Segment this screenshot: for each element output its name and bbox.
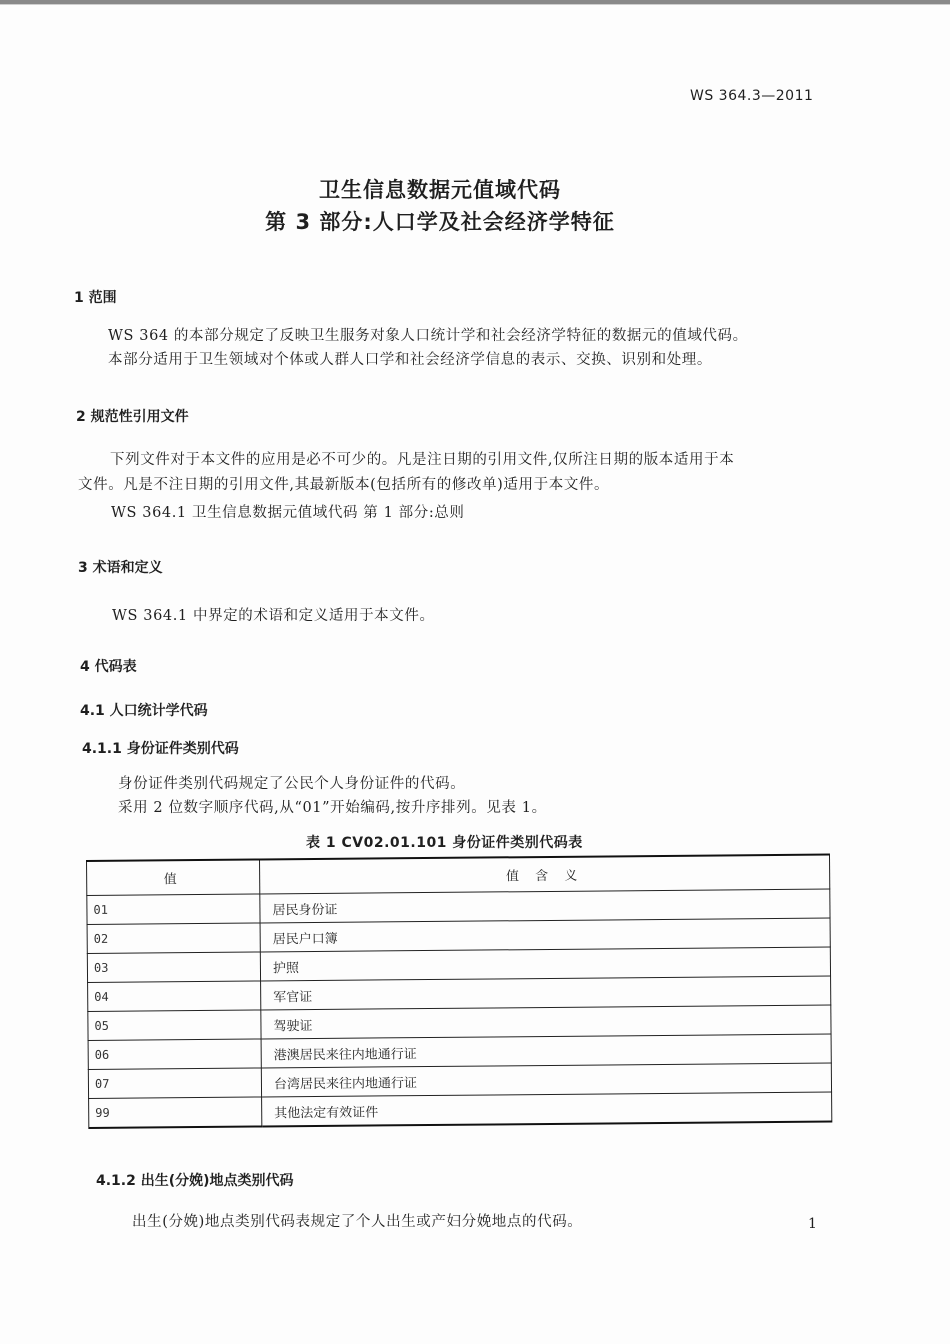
- code-meaning: 港澳居民来往内地通行证: [261, 1034, 831, 1068]
- code-meaning: 驾驶证: [261, 1005, 831, 1039]
- code-value: 99: [89, 1097, 262, 1128]
- section-1-paragraph-1: WS 364 的本部分规定了反映卫生服务对象人口统计学和社会经济学特征的数据元的值域代码。: [108, 328, 748, 344]
- page-number: 1: [808, 1216, 817, 1232]
- section-4-1-2-paragraph: 出生(分娩)地点类别代码表规定了个人出生或产妇分娩地点的代码。: [132, 1214, 583, 1230]
- code-meaning: 其他法定有效证件: [262, 1092, 832, 1126]
- section-4-1-heading: 4.1 人口统计学代码: [80, 703, 208, 719]
- section-3-heading: 3 术语和定义: [78, 560, 163, 576]
- code-value: 04: [88, 981, 261, 1012]
- document-title: 卫生信息数据元值域代码: [319, 178, 561, 202]
- section-2-paragraph-line-2: 文件。凡是不注日期的引用文件,其最新版本(包括所有的修改单)适用于本文件。: [78, 477, 610, 493]
- column-header-meaning: 值 含 义: [260, 855, 830, 894]
- section-4-1-1-paragraph-2: 采用 2 位数字顺序代码,从“01”开始编码,按升序排列。见表 1。: [118, 800, 547, 816]
- section-2-heading: 2 规范性引用文件: [76, 409, 189, 425]
- code-meaning: 军官证: [261, 976, 831, 1010]
- table-1-caption: 表 1 CV02.01.101 身份证件类别代码表: [306, 835, 583, 851]
- section-4-1-2-heading: 4.1.2 出生(分娩)地点类别代码: [96, 1173, 294, 1189]
- standard-number: WS 364.3—2011: [690, 88, 814, 104]
- column-header-value: 值: [87, 859, 260, 895]
- code-meaning: 护照: [260, 947, 830, 981]
- table-row: [89, 1092, 832, 1128]
- code-value: 02: [87, 923, 260, 954]
- scan-edge-shadow: [0, 4, 950, 5]
- code-meaning: 居民身份证: [260, 889, 830, 923]
- code-value: 03: [87, 952, 260, 983]
- section-1-paragraph-2: 本部分适用于卫生领域对个体或人群人口学和社会经济学信息的表示、交换、识别和处理。: [108, 352, 712, 368]
- section-2-paragraph-line-1: 下列文件对于本文件的应用是必不可少的。凡是注日期的引用文件,仅所注日期的版本适用于本: [110, 452, 735, 468]
- code-value: 01: [87, 894, 260, 925]
- section-4-1-1-heading: 4.1.1 身份证件类别代码: [82, 741, 239, 757]
- section-1-heading: 1 范围: [74, 290, 117, 306]
- code-value: 05: [88, 1010, 261, 1041]
- code-value: 07: [88, 1068, 261, 1099]
- document-subtitle: 第 3 部分:人口学及社会经济学特征: [265, 210, 615, 234]
- code-value: 06: [88, 1039, 261, 1070]
- section-3-paragraph: WS 364.1 中界定的术语和定义适用于本文件。: [112, 608, 435, 624]
- normative-reference: WS 364.1 卫生信息数据元值域代码 第 1 部分:总则: [111, 505, 465, 521]
- section-4-heading: 4 代码表: [80, 659, 137, 675]
- id-document-type-code-table: [86, 854, 832, 1129]
- section-4-1-1-paragraph-1: 身份证件类别代码规定了公民个人身份证件的代码。: [118, 776, 466, 792]
- code-meaning: 台湾居民来往内地通行证: [261, 1063, 831, 1097]
- code-meaning: 居民户口簿: [260, 918, 830, 952]
